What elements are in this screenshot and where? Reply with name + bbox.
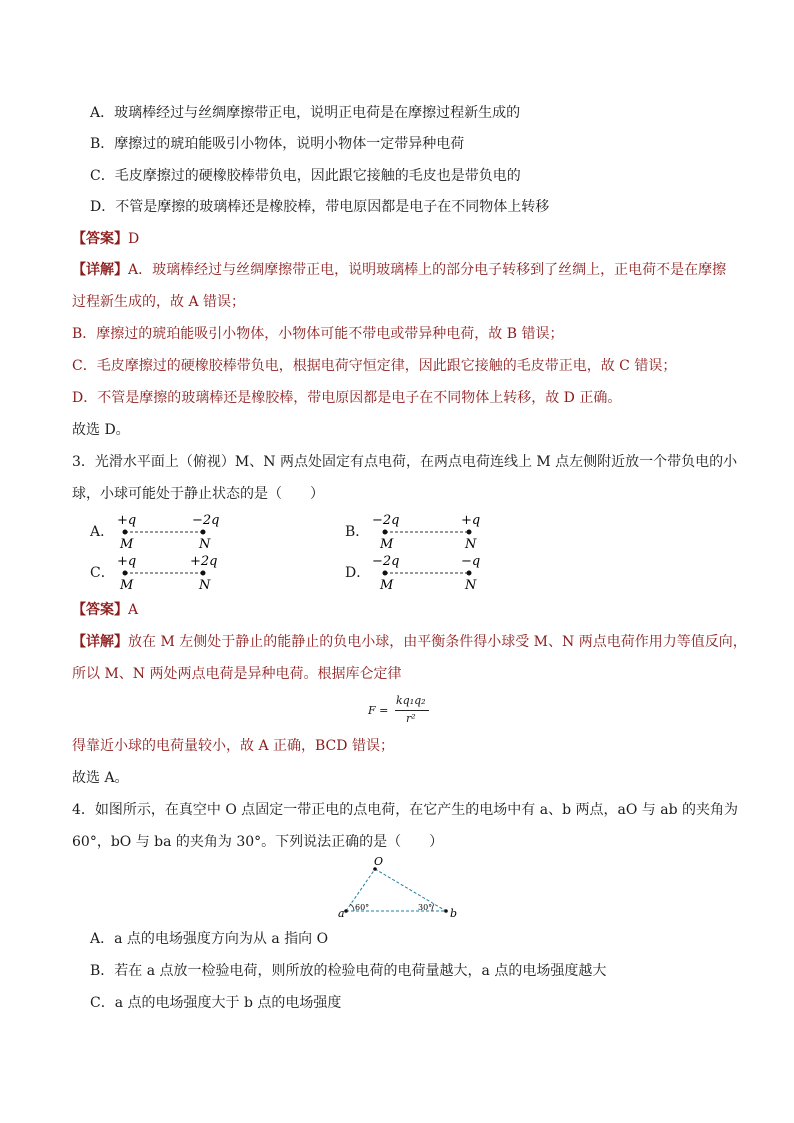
q4-option-c: C．a 点的电场强度大于 b 点的电场强度 [90,995,342,1011]
q2-answer [72,229,139,249]
right-charge: −q [461,554,481,569]
coulomb-formula [368,694,438,728]
q3-option-c [90,553,250,593]
q3-stem-line-2: 球，小球可能处于静止状态的是（ ） [72,486,324,502]
q2-detail-line-4: C．毛皮摩擦过的硬橡胶棒带负电，根据电荷守恒定律，因此跟它接触的毛皮带正电，故 C 错误； [72,358,677,374]
q3-stem-line-1: 3．光滑水平面上（俯视）M、N 两点处固定有点电荷，在两点电荷连线上 M 点左侧附近放一个带负电的小 [72,454,738,470]
left-charge: +q [117,554,137,569]
charge-diagram [345,512,505,552]
point-m: M [120,537,134,552]
left-charge: +q [117,513,137,528]
q3-option-b [345,512,505,552]
point-b-label: b [450,907,458,920]
q2-detail-line-1: 【详解】A．玻璃棒经过与丝绸摩擦带正电，说明玻璃棒上的部分电子转移到了丝绸上，正电荷不是在摩擦 [72,262,727,278]
option-label: C． [90,565,115,581]
q3-detail-line-2: 所以 M、N 两处两点电荷是异种电荷。根据库仑定律 [72,666,402,682]
point-n: N [465,537,477,552]
charge-diagram [345,553,505,593]
right-charge: −2q [192,513,220,528]
answer-value: D [128,231,140,247]
q3-option-d [345,553,505,593]
q3-detail-after: 得靠近小球的电荷量较小，故 A 正确，BCD 错误； [72,738,394,754]
q4-stem-line-2: 60°，bO 与 ba 的夹角为 30°。下列说法正确的是（ ） [72,834,444,850]
q3-conclusion: 故选 A。 [72,770,129,786]
point-m: M [380,537,394,552]
point-m: M [380,578,394,593]
fraction-bar [395,710,429,711]
right-charge: +2q [190,554,218,569]
q3-detail-line-1: 【详解】放在 M 左侧处于静止的能静止的负电小球，由平衡条件得小球受 M、N 两点电荷作用力等值反向， [72,634,747,650]
q2-option-b: B．摩擦过的琥珀能吸引小物体，说明小物体一定带异种电荷 [90,136,465,152]
angle-a-label: 60° [355,903,370,912]
q2-detail-line-5: D．不管是摩擦的玻璃棒还是橡胶棒，带电原因都是电子在不同物体上转移，故 D 正确。 [72,390,622,406]
q4-stem-line-1: 4．如图所示，在真空中 O 点固定一带正电的点电荷，在它产生的电场中有 a、b 两点，aO 与 ab 的夹角为 [72,802,738,818]
q2-option-a: A．玻璃棒经过与丝绸摩擦带正电，说明正电荷是在摩擦过程新生成的 [90,105,521,121]
formula-denominator: r² [406,712,416,725]
right-charge: +q [461,513,481,528]
answer-tag: 【答案】 [72,602,128,618]
point-m: M [120,578,134,593]
formula-lhs: F = [368,704,389,717]
left-charge: −2q [372,554,400,569]
point-n: N [465,578,477,593]
point-a-label: a [338,907,345,920]
q2-option-d: D．不管是摩擦的玻璃棒还是橡胶棒，带电原因都是电子在不同物体上转移 [90,199,550,215]
q2-conclusion: 故选 D。 [72,422,130,438]
option-label: A． [90,524,115,540]
answer-tag: 【答案】 [72,231,128,247]
left-charge: −2q [372,513,400,528]
q3-option-a [90,512,250,552]
answer-value: A [128,602,139,618]
q2-detail-line-2: 过程新生成的，故 A 错误； [72,294,246,310]
q4-option-a: A．a 点的电场强度方向为从 a 指向 O [90,931,329,947]
point-o-label: O [374,855,384,868]
q3-answer [72,600,138,620]
q4-option-b: B．若在 a 点放一检验电荷，则所放的检验电荷的电荷量越大，a 点的电场强度越大 [90,963,607,979]
charge-diagram [90,512,250,552]
point-n: N [199,578,211,593]
point-n: N [199,537,211,552]
q4-triangle-figure [330,855,470,925]
angle-b-label: 30° [418,903,433,912]
q2-detail-line-3: B．摩擦过的琥珀能吸引小物体，小物体可能不带电或带异种电荷，故 B 错误； [72,326,564,342]
charge-diagram [90,553,250,593]
formula-numerator: kq₁q₂ [396,694,426,707]
detail-tag: 【详解】 [72,634,128,650]
q2-option-c: C．毛皮摩擦过的硬橡胶棒带负电，因此跟它接触的毛皮也是带负电的 [90,168,521,184]
detail-tag: 【详解】 [72,262,128,278]
option-label: D． [345,565,371,581]
option-label: B． [345,524,370,540]
